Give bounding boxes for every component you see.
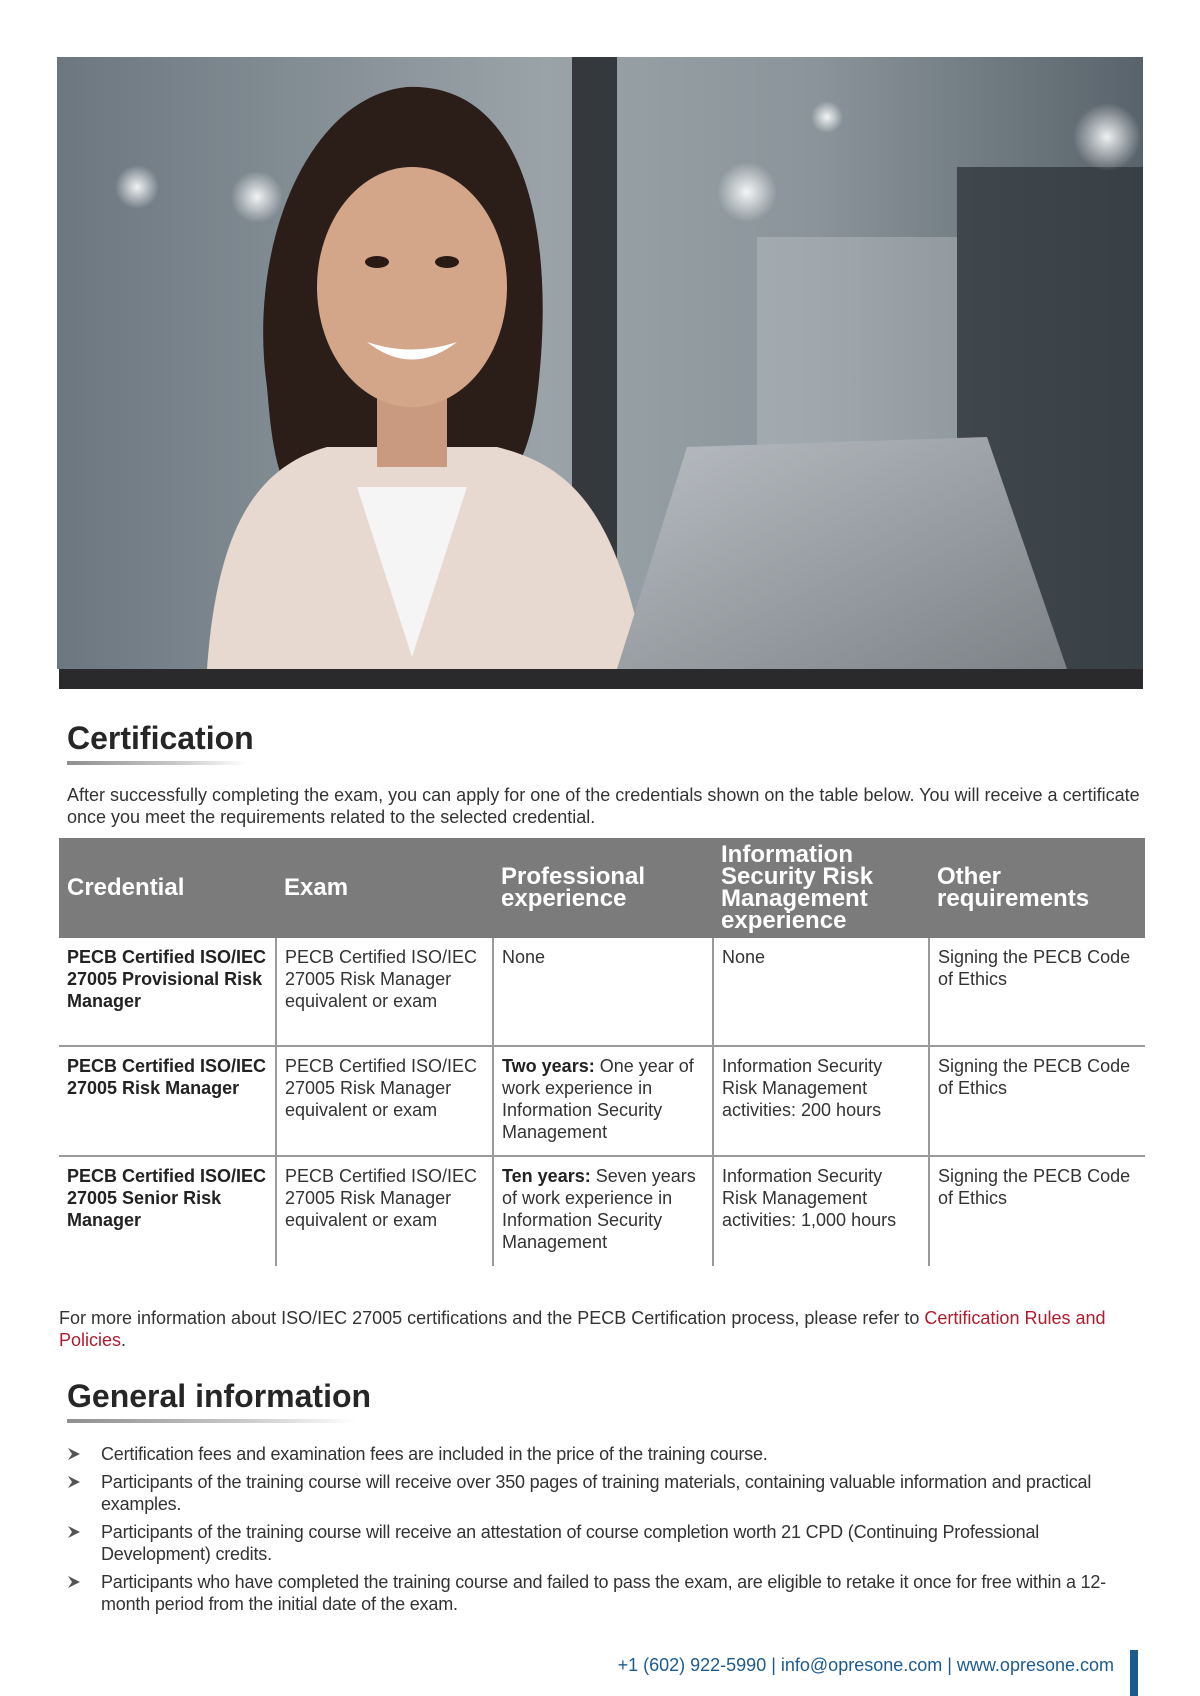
list-item <box>67 1443 1147 1465</box>
list-item-text: Participants of the training course will receive over 350 pages of training materials, containing valuable information and practical examples. <box>101 1472 1092 1514</box>
hero-bottom-bar <box>59 669 1143 689</box>
footer-contact[interactable]: +1 (602) 922-5990 | info@opresone.com | www.opresone.com <box>617 1655 1114 1675</box>
table-row <box>59 1046 1145 1156</box>
experience-text: Seven years of work experience in Information Security Management <box>502 1166 696 1252</box>
list-item <box>67 1471 1147 1515</box>
cell-isrm-experience: None <box>713 938 929 1046</box>
list-item <box>67 1521 1147 1565</box>
list-item-text: Participants of the training course will receive an attestation of course completion worth 21 CPD (Continuing Professional Development) credits. <box>101 1522 1040 1564</box>
cell-professional-experience <box>493 1156 713 1266</box>
experience-text: None <box>502 947 546 967</box>
column-header-credential: Credential <box>59 838 276 938</box>
arrow-bullet-icon <box>67 1575 81 1589</box>
certification-heading: Certification <box>67 720 254 756</box>
column-header-professional-experience: Professional experience <box>493 838 713 938</box>
more-info-paragraph <box>59 1307 1149 1351</box>
column-header-exam: Exam <box>276 838 493 938</box>
certification-intro: After successfully completing the exam, you can apply for one of the credentials shown on the table below. You will receive a certificate once you meet the requirements related to the selected credential. <box>67 785 1140 827</box>
cell-credential: PECB Certified ISO/IEC 27005 Senior Risk Manager <box>67 1166 267 1230</box>
experience-lead: Ten years: <box>502 1166 591 1186</box>
general-information-list <box>67 1443 1147 1621</box>
hero-image <box>57 57 1143 689</box>
more-info-text: For more information about ISO/IEC 27005 certifications and the PECB Certification process, please refer to <box>59 1308 925 1328</box>
cell-exam: PECB Certified ISO/IEC 27005 Risk Manager equivalent or exam <box>276 1156 493 1266</box>
list-item <box>67 1571 1147 1615</box>
table-row <box>59 938 1145 1046</box>
cell-isrm-experience: Information Security Risk Management activities: 200 hours <box>713 1046 929 1156</box>
cell-exam: PECB Certified ISO/IEC 27005 Risk Manager equivalent or exam <box>276 1046 493 1156</box>
table-header-row <box>59 838 1145 938</box>
hero-photo <box>57 57 1143 669</box>
arrow-bullet-icon <box>67 1475 81 1489</box>
arrow-bullet-icon <box>67 1447 81 1461</box>
hero-photo-illustration <box>57 57 1143 669</box>
list-item-text: Participants who have completed the training course and failed to pass the exam, are eligible to retake it once for free within a 12-month period from the initial date of the exam. <box>101 1572 1106 1614</box>
general-information-heading: General information <box>67 1378 372 1414</box>
more-info-suffix: . <box>121 1330 127 1350</box>
cell-other-requirements: Signing the PECB Code of Ethics <box>929 938 1145 1046</box>
cell-professional-experience <box>493 1046 713 1156</box>
cell-other-requirements: Signing the PECB Code of Ethics <box>929 1156 1145 1266</box>
certification-rules-link[interactable]: Certification Rules and Policies <box>59 1308 1106 1350</box>
general-information-heading-underline <box>67 1419 357 1423</box>
cell-credential: PECB Certified ISO/IEC 27005 Provisional Risk Manager <box>59 938 276 1046</box>
column-header-isrm-experience: Information Security Risk Management experience <box>713 838 929 938</box>
cell-other-requirements: Signing the PECB Code of Ethics <box>929 1046 1145 1156</box>
cell-isrm-experience: Information Security Risk Management activities: 1,000 hours <box>713 1156 929 1266</box>
cell-exam: PECB Certified ISO/IEC 27005 Risk Manager equivalent or exam <box>276 938 493 1046</box>
footer-accent-bar <box>1130 1650 1138 1696</box>
list-item-text: Certification fees and examination fees are included in the price of the training course. <box>101 1444 768 1464</box>
experience-lead: Two years: <box>502 1056 595 1076</box>
cell-professional-experience <box>493 938 713 1046</box>
table-row <box>59 1156 1145 1266</box>
experience-text: One year of work experience in Information Security Management <box>502 1056 694 1142</box>
arrow-bullet-icon <box>67 1525 81 1539</box>
cell-credential: PECB Certified ISO/IEC 27005 Risk Manager <box>59 1046 276 1156</box>
column-header-other-requirements: Other requirements <box>929 838 1145 938</box>
credentials-table <box>59 838 1145 1266</box>
certification-heading-underline <box>67 761 247 765</box>
